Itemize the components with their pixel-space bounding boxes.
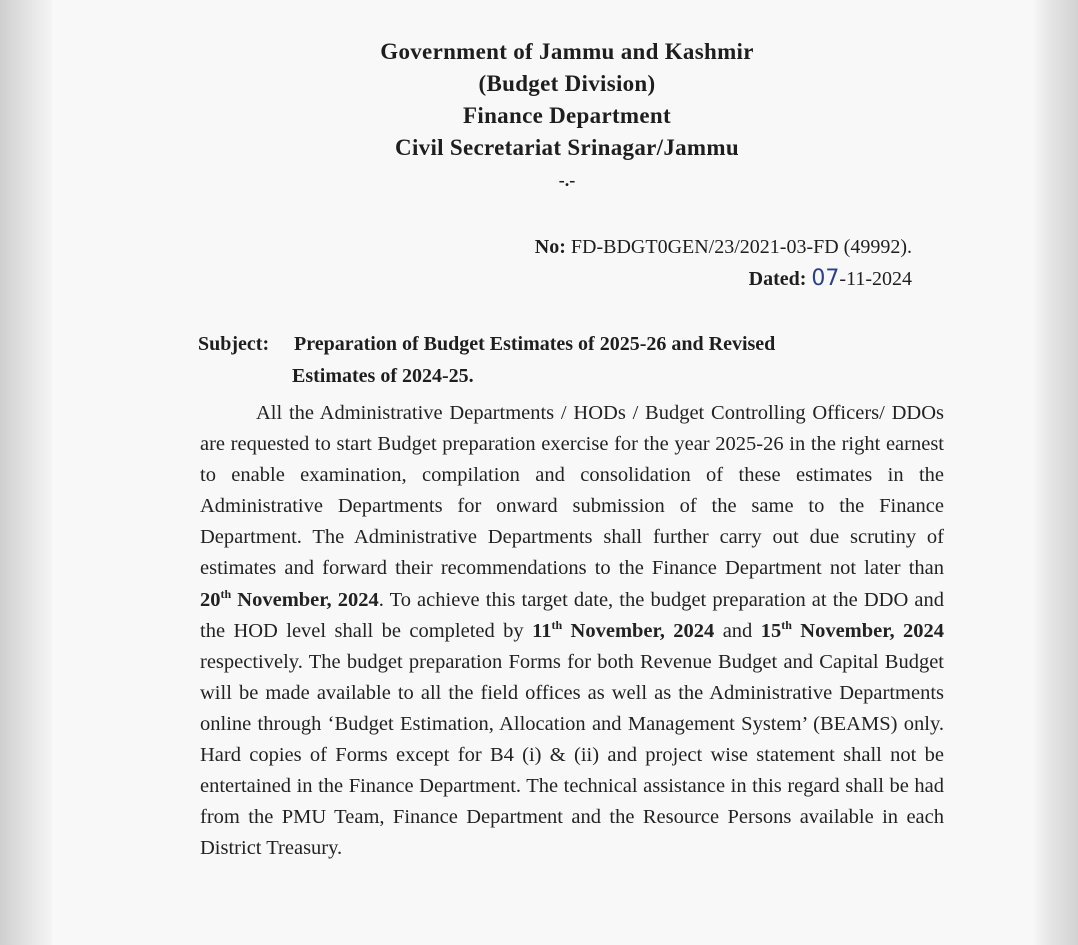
body-text-3: and xyxy=(722,619,753,642)
deadline-1-day: 20 xyxy=(200,588,221,611)
letterhead-address: Civil Secretariat Srinagar/Jammu xyxy=(395,135,739,160)
deadline-2-suffix: th xyxy=(551,617,563,632)
reference-date-label: Dated: xyxy=(748,268,807,290)
deadline-finance-department xyxy=(200,586,379,611)
deadline-2-day: 11 xyxy=(532,619,552,642)
letterhead xyxy=(52,36,1034,190)
deadline-hod xyxy=(760,617,945,642)
subject-line-2: Estimates of 2024-25. xyxy=(292,365,474,387)
reference-number-label: No: xyxy=(534,236,566,258)
handwritten-day: 07 xyxy=(811,266,840,291)
deadline-3-suffix: th xyxy=(781,617,792,632)
deadline-3-day: 15 xyxy=(760,619,782,642)
reference-date-value: -11-2024 xyxy=(839,268,912,290)
reference-date xyxy=(535,263,912,295)
letterhead-government: Government of Jammu and Kashmir xyxy=(380,39,754,64)
body-text-2: . To achieve this target date, the budget preparation at the DDO and the HOD level shall be completed by xyxy=(200,588,945,642)
body-text-1: All the Administrative Departments / HODs / Budget Controlling Officers/ DDOs are requested to start Budget preparation exercise for the year 2025-26 in the right earnest to enable examination, compilation and consolidation of these estimates in the Administrative Departments for onward submission of the same to the Finance Department. The Administrative Departments shall further carry out due scrutiny of estimates and forward their recommendations to the Finance Department not later than xyxy=(200,402,944,580)
reference-number-value: FD-BDGT0GEN/23/2021-03-FD (49992). xyxy=(570,236,912,258)
document-page xyxy=(52,0,1034,945)
reference-block xyxy=(535,232,912,295)
deadline-1-suffix: th xyxy=(220,586,232,601)
scan-right-edge xyxy=(1034,0,1078,945)
subject-line-1: Preparation of Budget Estimates of 2025-26 and Revised xyxy=(294,333,776,355)
letterhead-separator: -.- xyxy=(558,170,576,190)
deadline-ddo xyxy=(532,617,715,642)
subject-block xyxy=(198,328,936,392)
reference-number xyxy=(535,232,912,263)
body-text-4: respectively. The budget preparation Forms for both Revenue Budget and Capital Budget will be made available to all the field offices as well as the Administrative Departments online through ‘Budget Estimation, Allocation and Management System’ (BEAMS) only. Hard copies of Forms except for B4 (i) & (ii) and project wise statement shall not be entertained in the Finance Department. The technical assistance in this regard shall be had from the PMU Team, Finance Department and the Resource Persons available in each District Treasury. xyxy=(200,650,944,860)
scan-left-edge xyxy=(0,0,52,945)
deadline-2-rest: November, 2024 xyxy=(570,619,715,642)
deadline-3-rest: November, 2024 xyxy=(800,619,945,642)
letterhead-division: (Budget Division) xyxy=(478,71,656,96)
deadline-1-rest: November, 2024 xyxy=(237,588,379,611)
body-paragraph xyxy=(200,398,944,864)
letterhead-department: Finance Department xyxy=(463,103,671,128)
subject-label: Subject: xyxy=(198,333,270,355)
